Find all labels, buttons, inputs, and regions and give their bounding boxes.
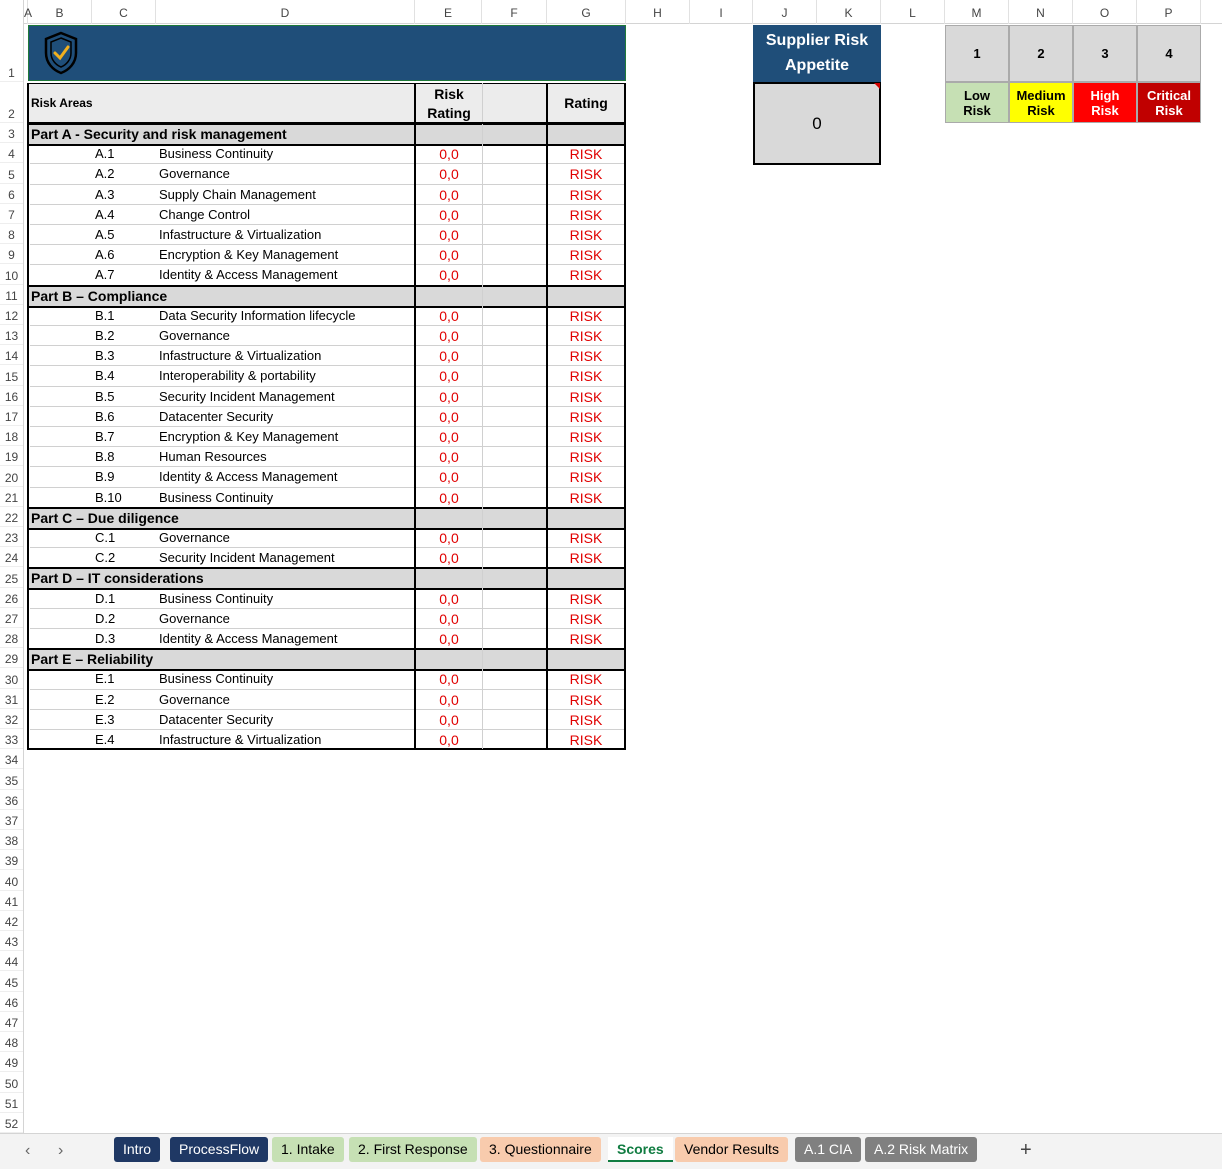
row-divider [30,163,624,164]
column-header-h[interactable]: H [626,0,690,24]
item-area: Datacenter Security [159,409,274,424]
part-header-row [28,568,626,589]
comment-indicator-icon[interactable] [874,83,880,89]
row-header-30[interactable]: 30 [0,668,23,689]
rating-label[interactable]: RISK [569,449,603,465]
legend-level-label [945,82,1009,123]
risk-rating-value[interactable]: 0,0 [439,449,459,465]
sheet-tab-1-intake[interactable]: 1. Intake [272,1137,344,1162]
shield-check-icon [43,31,79,75]
rating-label[interactable]: RISK [569,187,603,203]
item-area: Data Security Information lifecycle [159,308,356,323]
row-header-25[interactable]: 25 [0,567,23,588]
legend-level-number: 2 [1009,25,1073,82]
column-header-f[interactable]: F [482,0,547,24]
rating-label[interactable]: RISK [569,692,603,708]
row-header-9[interactable]: 9 [0,244,23,264]
rating-label[interactable]: RISK [569,469,603,485]
header-risk-areas: Risk Areas [31,96,93,110]
row-divider [30,345,624,346]
border-line [624,83,626,750]
rating-label[interactable]: RISK [569,227,603,243]
row-header-28[interactable]: 28 [0,628,23,648]
rating-label[interactable]: RISK [569,368,603,384]
item-code: B.8 [95,449,115,464]
item-area: Supply Chain Management [159,187,316,202]
item-area: Change Control [159,207,251,222]
row-header-19[interactable]: 19 [0,446,23,466]
risk-rating-value[interactable]: 0,0 [439,348,459,364]
sheet-tab-a-2-risk-matrix[interactable]: A.2 Risk Matrix [865,1137,977,1162]
item-area: Governance [159,692,230,707]
item-code: A.1 [95,146,115,161]
row-header-13[interactable]: 13 [0,325,23,345]
item-area: Infastructure & Virtualization [159,227,322,242]
row-header-36[interactable]: 36 [0,790,23,810]
item-code: D.3 [95,631,116,646]
rating-label[interactable]: RISK [569,429,603,445]
risk-rating-value[interactable]: 0,0 [439,490,459,506]
item-area: Governance [159,530,230,545]
item-code: B.3 [95,348,115,363]
border-line [28,285,626,287]
chevron-right-icon[interactable]: › [58,1142,64,1159]
row-header-27[interactable]: 27 [0,608,23,628]
rating-label[interactable]: RISK [569,631,603,647]
item-code: B.10 [95,490,122,505]
rating-label[interactable]: RISK [569,490,603,506]
item-code: E.4 [95,732,115,747]
part-title: Part C – Due diligence [31,510,179,526]
risk-rating-value[interactable]: 0,0 [439,469,459,485]
border-line [28,144,626,146]
row-header-45[interactable]: 45 [0,971,23,992]
row-header-6[interactable]: 6 [0,184,23,204]
rating-label[interactable]: RISK [569,207,603,223]
row-divider [30,608,624,609]
row-header-16[interactable]: 16 [0,386,23,406]
item-code: D.1 [95,591,116,606]
border-line [28,748,626,750]
risk-rating-value[interactable]: 0,0 [439,631,459,647]
risk-rating-value[interactable]: 0,0 [439,187,459,203]
risk-rating-value[interactable]: 0,0 [439,166,459,182]
risk-rating-value[interactable]: 0,0 [439,409,459,425]
part-header-row [28,649,626,670]
rating-label[interactable]: RISK [569,611,603,627]
row-header-20[interactable]: 20 [0,466,23,487]
row-header-5[interactable]: 5 [0,163,23,184]
border-line [414,83,416,750]
row-header-44[interactable]: 44 [0,951,23,971]
risk-rating-value[interactable]: 0,0 [439,611,459,627]
appetite-value[interactable]: 0 [753,82,881,165]
logo-banner [28,25,626,81]
row-header-22[interactable]: 22 [0,507,23,527]
rating-label[interactable]: RISK [569,530,603,546]
row-header-23[interactable]: 23 [0,527,23,547]
item-code: B.7 [95,429,115,444]
item-area: Governance [159,611,230,626]
row-header-43[interactable]: 43 [0,931,23,951]
risk-rating-value[interactable]: 0,0 [439,591,459,607]
item-code: A.2 [95,166,115,181]
item-code: A.6 [95,247,115,262]
item-code: B.9 [95,469,115,484]
row-header-15[interactable]: 15 [0,365,23,386]
table-header-row [28,83,626,123]
sheet-tab-2-first-response[interactable]: 2. First Response [349,1137,477,1162]
column-header-p[interactable]: P [1137,0,1201,24]
item-code: C.2 [95,550,116,565]
item-area: Datacenter Security [159,712,274,727]
legend-level-number: 4 [1137,25,1201,82]
item-area: Business Continuity [159,146,274,161]
row-header-37[interactable]: 37 [0,810,23,830]
item-code: A.4 [95,207,115,222]
select-all-corner[interactable] [0,0,24,24]
item-code: A.5 [95,227,115,242]
item-area: Business Continuity [159,490,274,505]
row-header-51[interactable]: 51 [0,1093,23,1113]
part-title: Part A - Security and risk management [31,126,287,142]
sheet-tab-scores[interactable]: Scores [608,1137,673,1162]
row-divider [30,547,624,548]
item-area: Business Continuity [159,671,274,686]
rating-label[interactable]: RISK [569,146,603,162]
item-area: Infastructure & Virtualization [159,732,322,747]
row-header-31[interactable]: 31 [0,689,23,709]
row-header-bar [0,24,24,1133]
sheet-tab-vendor-results[interactable]: Vendor Results [675,1137,788,1162]
plus-icon[interactable]: + [1020,1139,1032,1161]
risk-rating-value[interactable]: 0,0 [439,146,459,162]
row-header-10[interactable]: 10 [0,264,23,285]
border-line [28,648,626,650]
item-area: Identity & Access Management [159,469,338,484]
column-header-g[interactable]: G [547,0,626,24]
row-header-18[interactable]: 18 [0,426,23,446]
row-divider [30,406,624,407]
row-divider [30,184,624,185]
legend-label-text: High Risk [1090,87,1120,118]
item-code: B.5 [95,389,115,404]
item-area: Human Resources [159,449,267,464]
item-area: Identity & Access Management [159,267,338,282]
sheet-tab-intro[interactable]: Intro [114,1137,160,1162]
part-title: Part D – IT considerations [31,570,204,586]
row-divider [30,204,624,205]
item-area: Security Incident Management [159,550,335,565]
part-title: Part B – Compliance [31,288,168,304]
legend-level-label [1137,82,1201,123]
rating-label[interactable]: RISK [569,712,603,728]
border-line [28,122,626,124]
risk-rating-value[interactable]: 0,0 [439,308,459,324]
column-header-a[interactable]: A [24,0,28,24]
column-header-e[interactable]: E [415,0,482,24]
row-header-46[interactable]: 46 [0,992,23,1012]
border-line [546,83,548,750]
row-header-34[interactable]: 34 [0,749,23,769]
border-line [27,83,29,750]
row-divider [30,729,624,730]
item-area: Business Continuity [159,591,274,606]
row-divider [30,628,624,629]
column-header-l[interactable]: L [881,0,945,24]
item-area: Encryption & Key Management [159,247,339,262]
column-header-o[interactable]: O [1073,0,1137,24]
item-area: Interoperability & portability [159,368,316,383]
row-header-32[interactable]: 32 [0,709,23,729]
row-header-8[interactable]: 8 [0,224,23,244]
row-divider [30,426,624,427]
row-header-4[interactable]: 4 [0,143,23,163]
item-code: E.2 [95,692,115,707]
row-divider [30,446,624,447]
row-header-33[interactable]: 33 [0,729,23,749]
risk-rating-value[interactable]: 0,0 [439,207,459,223]
row-header-50[interactable]: 50 [0,1072,23,1093]
legend-label-text: Medium Risk [1016,87,1066,118]
row-header-7[interactable]: 7 [0,204,23,224]
rating-label[interactable]: RISK [569,166,603,182]
row-header-11[interactable]: 11 [0,285,23,305]
column-header-j[interactable]: J [753,0,817,24]
row-divider [30,386,624,387]
row-header-41[interactable]: 41 [0,891,23,911]
part-title: Part E – Reliability [31,651,154,667]
item-area: Security Incident Management [159,389,335,404]
item-code: E.3 [95,712,115,727]
row-divider [30,689,624,690]
item-code: A.7 [95,267,115,282]
row-header-49[interactable]: 49 [0,1052,23,1072]
border-line [482,83,483,749]
item-code: D.2 [95,611,116,626]
sheet-tab-bar [0,1133,1222,1169]
row-divider [30,487,624,488]
border-line [28,528,626,530]
rating-label[interactable]: RISK [569,247,603,263]
rating-label[interactable]: RISK [569,308,603,324]
row-header-38[interactable]: 38 [0,830,23,850]
risk-rating-value[interactable]: 0,0 [439,389,459,405]
item-code: B.6 [95,409,115,424]
border-line [28,669,626,671]
risk-rating-value[interactable]: 0,0 [439,550,459,566]
row-header-21[interactable]: 21 [0,487,23,507]
sheet-tab-3-questionnaire[interactable]: 3. Questionnaire [480,1137,601,1162]
rating-label[interactable]: RISK [569,328,603,344]
border-line [28,567,626,569]
column-header-c[interactable]: C [92,0,156,24]
row-header-52[interactable]: 52 [0,1113,23,1133]
row-header-2[interactable]: 2 [0,82,23,123]
column-header-m[interactable]: M [945,0,1009,24]
row-divider [30,244,624,245]
row-header-47[interactable]: 47 [0,1012,23,1032]
risk-rating-value[interactable]: 0,0 [439,712,459,728]
item-code: C.1 [95,530,116,545]
row-divider [30,466,624,467]
row-divider [30,224,624,225]
column-header-d[interactable]: D [156,0,415,24]
item-code: B.2 [95,328,115,343]
column-header-b[interactable]: B [28,0,92,24]
item-code: E.1 [95,671,115,686]
row-divider [30,365,624,366]
rating-label[interactable]: RISK [569,389,603,405]
row-header-35[interactable]: 35 [0,769,23,790]
item-code: B.1 [95,308,115,323]
legend-level-number: 3 [1073,25,1137,82]
row-divider [30,264,624,265]
risk-rating-value[interactable]: 0,0 [439,429,459,445]
rating-label[interactable]: RISK [569,348,603,364]
border-line [28,588,626,590]
row-header-39[interactable]: 39 [0,850,23,870]
rating-label[interactable]: RISK [569,409,603,425]
row-header-40[interactable]: 40 [0,870,23,891]
item-code: B.4 [95,368,115,383]
legend-level-label [1073,82,1137,123]
chevron-left-icon[interactable]: ‹ [25,1142,31,1159]
part-header-row [28,124,626,145]
legend-label-text: Low Risk [963,87,991,118]
border-line [28,507,626,509]
part-header-row [28,286,626,307]
part-header-row [28,508,626,529]
item-code: A.3 [95,187,115,202]
risk-rating-value[interactable]: 0,0 [439,328,459,344]
row-header-12[interactable]: 12 [0,305,23,325]
row-header-48[interactable]: 48 [0,1032,23,1052]
item-area: Encryption & Key Management [159,429,339,444]
appetite-title: Supplier Risk Appetite [753,25,881,82]
legend-level-label [1009,82,1073,123]
row-header-29[interactable]: 29 [0,648,23,668]
column-header-i[interactable]: I [690,0,753,24]
risk-rating-value[interactable]: 0,0 [439,732,459,748]
row-header-3[interactable]: 3 [0,123,23,143]
risk-rating-value[interactable]: 0,0 [439,692,459,708]
legend-level-number: 1 [945,25,1009,82]
rating-label[interactable]: RISK [569,591,603,607]
rating-label[interactable]: RISK [569,671,603,687]
row-header-17[interactable]: 17 [0,406,23,426]
item-area: Identity & Access Management [159,631,338,646]
item-area: Infastructure & Virtualization [159,348,322,363]
legend-label-text: Critical Risk [1146,87,1192,118]
header-rating: Rating [564,95,608,111]
row-header-42[interactable]: 42 [0,911,23,931]
sheet-tab-a-1-cia[interactable]: A.1 CIA [795,1137,861,1162]
item-area: Governance [159,166,230,181]
risk-rating-value[interactable]: 0,0 [439,671,459,687]
column-header-bar [0,0,1222,24]
column-header-k[interactable]: K [817,0,881,24]
row-header-24[interactable]: 24 [0,547,23,567]
row-header-14[interactable]: 14 [0,345,23,365]
risk-rating-value[interactable]: 0,0 [439,227,459,243]
column-header-n[interactable]: N [1009,0,1073,24]
sheet-tab-processflow[interactable]: ProcessFlow [170,1137,268,1162]
risk-rating-value[interactable]: 0,0 [439,267,459,283]
row-divider [30,709,624,710]
rating-label[interactable]: RISK [569,267,603,283]
row-header-26[interactable]: 26 [0,588,23,608]
item-area: Governance [159,328,230,343]
rating-label[interactable]: RISK [569,550,603,566]
risk-rating-value[interactable]: 0,0 [439,368,459,384]
rating-label[interactable]: RISK [569,732,603,748]
row-header-1[interactable]: 1 [0,24,23,82]
row-divider [30,325,624,326]
header-risk-rating: Risk Rating [427,86,471,121]
risk-rating-value[interactable]: 0,0 [439,247,459,263]
risk-rating-value[interactable]: 0,0 [439,530,459,546]
